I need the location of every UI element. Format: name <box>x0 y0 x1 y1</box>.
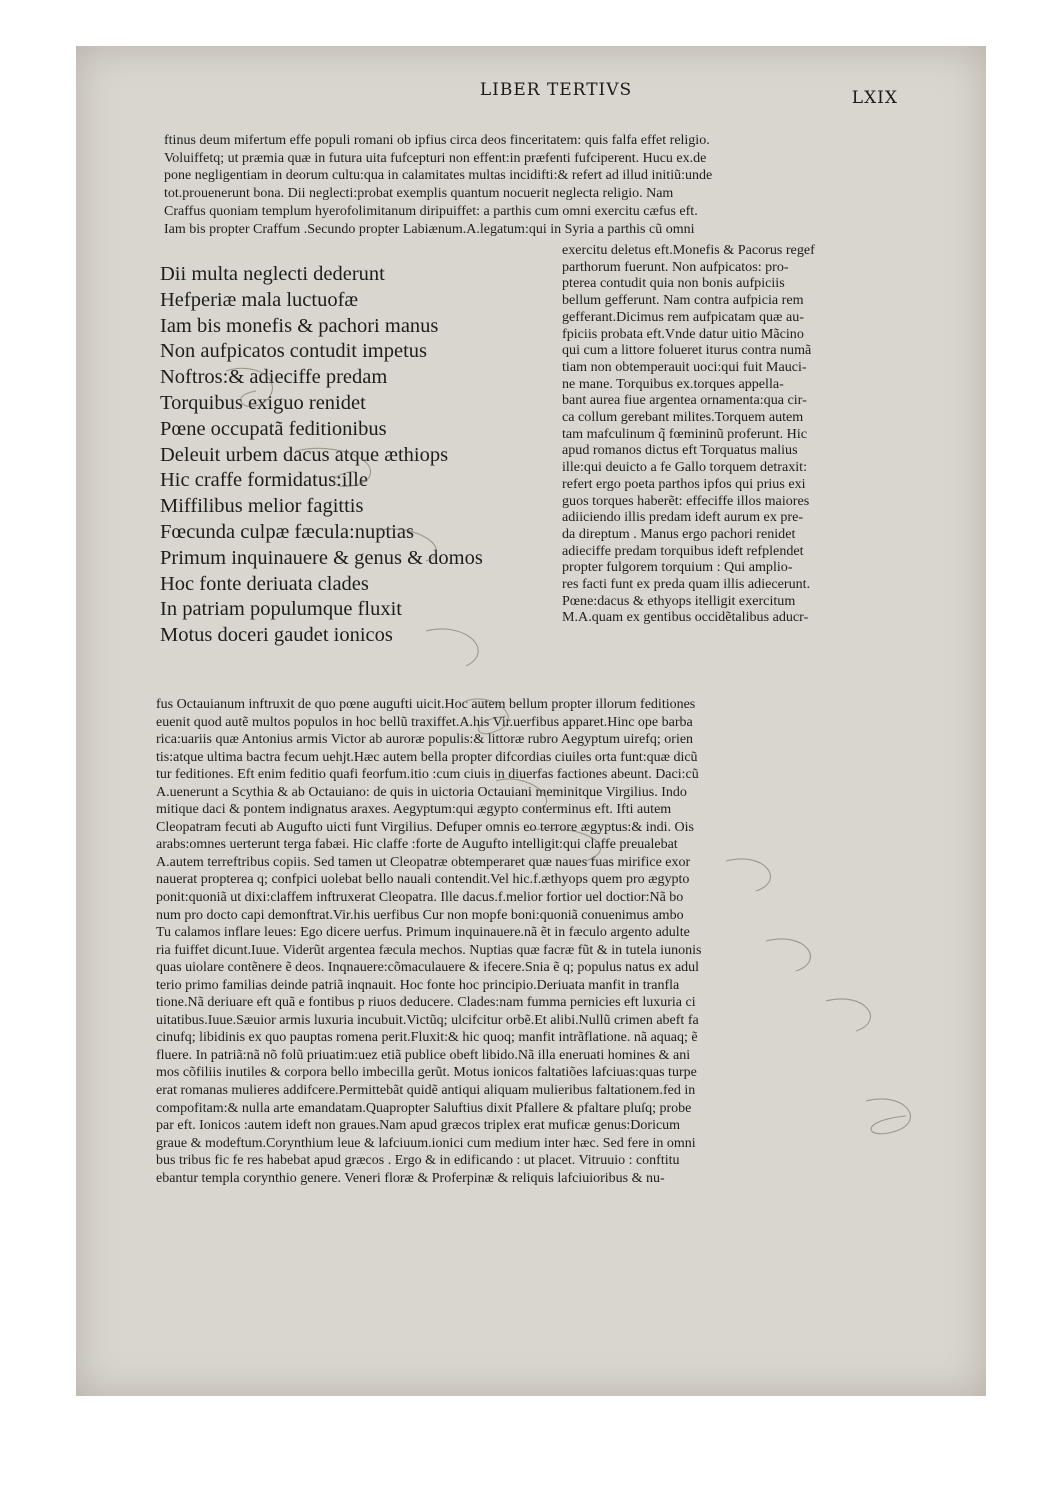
text-line: rica:uariis quæ Antonius armis Victor ab auroræ populis:& littoræ rubro Aegyptum uirefq; orien <box>156 732 694 748</box>
text-line: Pœne occupatã feditionibus <box>160 417 387 440</box>
text-line: tiam non obtemperauit uoci:qui fuit Mauci- <box>562 358 807 375</box>
text-line: gefferant.Dicimus rem aufpicatam quæ au- <box>562 308 804 325</box>
text-line: bant aurea fiue argentea ornamenta:qua cir- <box>562 392 807 409</box>
text-line: mos cõfiliis inutiles & corpora bello imbecilla gerũt. Motus ionicos faltatiões lafciuas:quas turpe <box>156 1065 697 1081</box>
text-line: Noftros:& adieciffe predam <box>160 366 388 389</box>
text-line: bus tribus fic fe res habebat apud græcos . Ergo & in edificando : ut placet. Vitruuio : conftitu <box>156 1153 680 1169</box>
text-line: pone negligentiam in deorum cultu:qua in calamitates multas incidifti:& refert ad illud initiũ:unde <box>164 168 713 184</box>
text-line: euenit quod autẽ multos populos in hoc bellũ traxiffet.A.his Vir.uerfibus apparet.Hinc ope barba <box>156 714 693 730</box>
text-line: tam mafculinum q̃ fœmininũ proferunt. Hic <box>562 425 808 442</box>
text-line: fus Octauianum inftruxit de quo pœne augufti uicit.Hoc autem bellum propter illorum feditiones <box>156 697 696 712</box>
text-line: Miffilibus melior fagittis <box>160 495 364 518</box>
text-line: Fœcunda culpæ fæcula:nuptias <box>160 520 414 543</box>
text-line: exercitu deletus eft.Monefis & Pacorus regef <box>562 242 815 258</box>
text-line: Primum inquinauere & genus & domos <box>160 546 483 569</box>
text-line: Hic craffe formidatus:ille <box>160 469 368 492</box>
text-line: adiiciendo illis predam ideft aurum ex pre- <box>562 509 804 526</box>
text-line: ca collum gerebant milites.Torquem autem <box>562 409 804 426</box>
text-line: ne mane. Torquibus ex.torques appella- <box>562 375 784 392</box>
text-line: ebantur templa corynthio genere. Veneri floræ & Proferpinæ & reliquis lafciuioribus & nu- <box>156 1170 665 1186</box>
text-line: Iam bis propter Craffum .Secundo propter Labiænum.A.legatum:qui in Syria a parthis cũ omni <box>164 221 695 237</box>
text-line: bellum gefferunt. Nam contra aufpicia rem <box>562 292 804 309</box>
text-line: ria fuiffet dicunt.Iuue. Viderũt argentea fæcula mechos. Nuptias quæ facræ fũt & in tutela iunonis <box>156 942 702 958</box>
text-line: graue & modeftum.Corynthium leue & lafciuum.ionici cum medium inter hæc. Sed fere in omni <box>156 1135 696 1151</box>
text-line: par eft. Ionicos :autem ideft non graues.Nam apud græcos triplex erat muficæ genus:Doricum <box>156 1118 681 1134</box>
text-line: apud romanos dictus eft Torquatus malius <box>562 442 798 459</box>
text-line: Pœne:dacus & ethyops itelligit exercitum <box>562 592 796 609</box>
text-line: compofitam:& nulla arte emandatam.Quapropter Saluftius dixit Pfallere & pfaltare pluſq; probe <box>156 1100 692 1116</box>
text-line: Hefperiæ mala luctuofæ <box>160 288 359 311</box>
running-head: LIBER TERTIVS <box>479 80 633 100</box>
text-line: tur feditiones. Eft enim feditio quafi feorfum.itio :cum ciuis in diuerfas factiones abeunt. Daci:cũ <box>156 767 699 783</box>
text-line: Deleuit urbem dacus atque æthiops <box>160 443 449 466</box>
text-line: refert ergo poeta parthos ipfos qui prius exi <box>562 475 806 492</box>
text-line: num pro docto capi demonftrat.Vir.his uerfibus Cur non mopfe boni:quoniã conuenimus ambo <box>156 907 684 923</box>
scanned-page <box>76 46 986 1396</box>
text-line: fpiciis probata eft.Vnde datur uitio Mãcino <box>562 325 804 342</box>
text-line: ftinus deum mifertum effe populi romani ob ipfius circa deos finceritatem: quis falfa effet religio. <box>164 133 710 148</box>
text-line: Dii multa neglecti dederunt <box>160 263 385 285</box>
text-line: res facti funt ex preda quam illis adiecerunt. <box>562 576 811 593</box>
text-line: da direptum . Manus ergo pachori renidet <box>562 525 796 542</box>
text-line: uitatibus.Iuue.Sæuior armis luxuria incubuit.Victũq; ulcifcitur orbẽ.Et alibi.Nullũ crimen abeft fa <box>156 1012 699 1028</box>
text-line: Non aufpicatos contudit impetus <box>160 340 428 363</box>
text-line: In patriam populumque fluxit <box>160 598 402 621</box>
text-line: M.A.quam ex gentibus occidẽtalibus aducr- <box>562 609 809 626</box>
text-line: nauerat propterea q; confpici uolebat bello nauali contendit.Vel hic.f.æthyops quem pro ægypto <box>156 872 690 888</box>
text-line: tione.Nã deriuare eft quã e fontibus p riuos deducere. Clades:nam fumma pernicies eft luxuria ci <box>156 995 696 1011</box>
text-line: parthorum fuerunt. Non aufpicatos: pro- <box>562 258 789 275</box>
text-line: erat romanas mulieres addifcere.Permittebãt quidẽ antiqui aliquam mulieribus faltationem.fed in <box>156 1083 696 1099</box>
text-line: Craffus quoniam templum hyerofolimitanum diripuiffet: a parthis cum omni exercitu cæfus eft. <box>164 203 698 219</box>
text-line: tis:atque ultima bactra fecum uehjt.Hæc autem bella propter difcordias ciuiles orta funt:quæ dicũ <box>156 749 698 765</box>
text-line: Iam bis monefis & pachori manus <box>160 314 439 337</box>
text-line: ponit:quoniã ut dixi:claffem inftruxerat Cleopatra. Ille dacus.f.melior fortior uel doctior:Nã bo <box>156 890 684 906</box>
text-line: guos torques haberẽt: effeciffe illos maiores <box>562 492 810 509</box>
text-line: qui cum a littore folueret iturus contra numã <box>562 342 812 359</box>
text-line: Tu calamos inflare leues: Ego dicere uerfus. Primum inquinauere.nã ẽt in fæculo argento adulte <box>156 925 690 941</box>
text-line: Voluiffetq; ut præmia quæ in futura uita fufcepturi non effent:in præfenti fufciperent. Hucu ex.de <box>164 150 707 166</box>
marginal-scribble-marks <box>166 301 966 1181</box>
text-line: cinufq; libidinis ex quo pauptas romena perit.Fluxit:& hic quoq; manfit intrãflatione. nã aquaq; ẽ <box>156 1030 698 1046</box>
text-line: propter fulgorem torquium : Qui amplio- <box>562 559 793 576</box>
text-line: Hoc fonte deriuata clades <box>160 572 369 595</box>
text-line: mitique daci & pontem indignatus araxes. Aegyptum:qui ægypto conterminus eft. Ifti autem <box>156 802 672 818</box>
text-line: quas uiolare contẽnere ẽ deos. Inqnauere:cõmaculauere & ifecere.Snia ẽ q; populus natus ex adul <box>156 960 700 976</box>
text-line: A.uenerunt a Scythia & ab Octauiano: de quis in uictoria Octauiani meminitque Virgilius. Indo <box>156 784 687 800</box>
text-line: tot.prouenerunt bona. Dii neglecti:probat exemplis quantum nocuerit neglecta religio. Nam <box>164 186 674 202</box>
commentary-top-block <box>164 132 899 238</box>
text-line: arabs:omnes uerterunt terga fabæi. Hic claffe :forte de Augufto intelligit:qui claffe preualebat <box>156 837 678 853</box>
folio-number: LXIX <box>851 88 898 108</box>
text-line: adieciffe predam torquibus ideft refplendet <box>562 542 804 559</box>
text-line: ille:qui deuicto a fe Gallo torquem detraxit: <box>562 459 807 476</box>
text-line: Torquibus exiguo renidet <box>160 391 366 414</box>
text-line: pterea contudit quia non bonis aufpiciis <box>562 275 785 292</box>
text-line: terio primo familias deinde patriã inqnauit. Hoc fonte hoc principio.Deriuata manfit in tranfla <box>156 977 680 993</box>
text-line: fluere. In patriã:nã nõ folũ priuatim:uez etiã publice obeft libido.Nã illa eneruati homines & ani <box>156 1047 691 1063</box>
text-line: Motus doceri gaudet ionicos <box>160 624 393 647</box>
text-line: Cleopatram fecuti ab Augufto uicti funt Virgilius. Defuper omnis eo terrore ægyptus:& indi. Ois <box>156 819 694 835</box>
text-line: A.autem terreftribus copiis. Sed tamen ut Cleopatræ obtemperaret quæ naues fuas mirifice exor <box>156 854 691 870</box>
